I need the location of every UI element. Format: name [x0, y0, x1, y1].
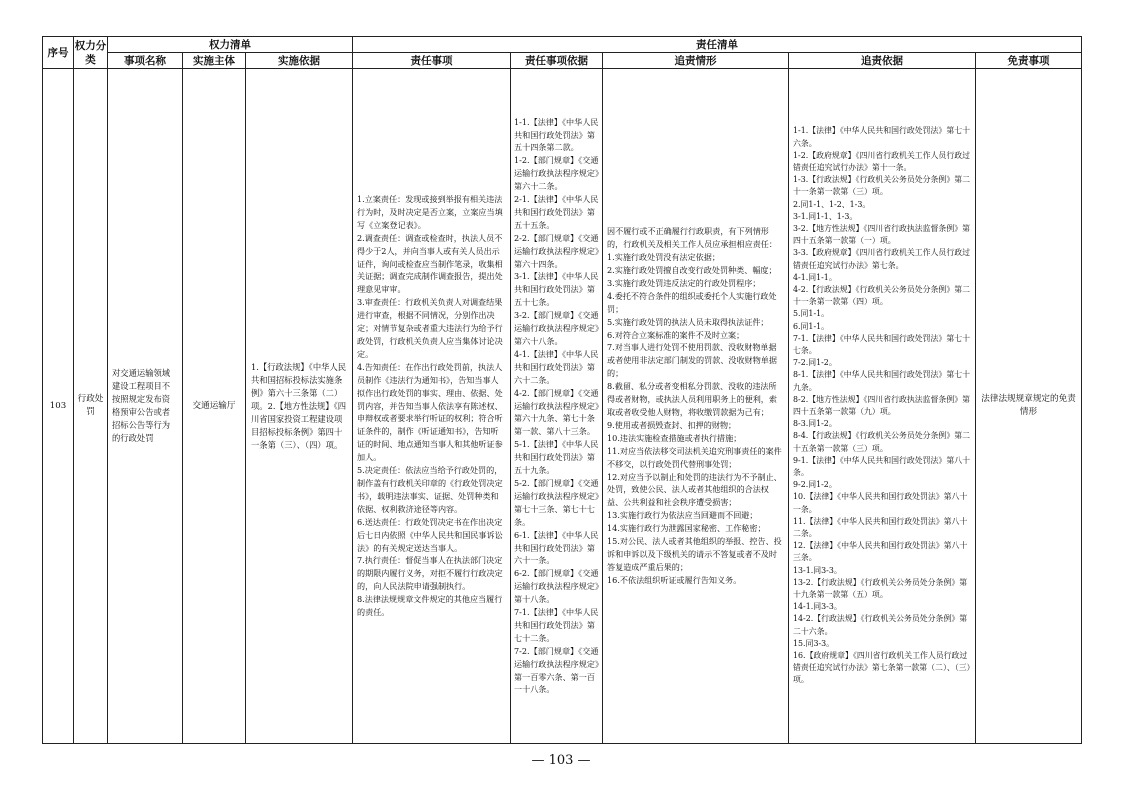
resp-basis-item: 2-1.【法律】《中华人民共和国行政处罚法》第五十五条。 — [514, 194, 599, 230]
resp-basis-item: 4-2.【部门规章】《交通运输行政执法程序规定》第六十九条、第七十条第一款、第八十三条。 — [514, 387, 599, 437]
acc-basis-item: 14-1.同3-3。 — [793, 602, 842, 612]
acc-basis-item: 3-2.【地方性法规】《四川省行政执法监督条例》第四十五条第一款第（一）项。 — [793, 223, 970, 246]
resp-item: 1.立案责任：发现或接到举报有相关违法行为时，及时决定是否立案，立案应当填写《立案登记表》。 — [357, 194, 503, 230]
row-category: 行政处罚 — [74, 69, 108, 744]
resp-item: 4.告知责任：在作出行政处罚前，执法人员制作《违法行为通知书》，告知当事人拟作出行政处罚的事实、理由、依据、处罚内容，并告知当事人依法享有陈述权、申辩权或者要求举行听证的权利；符合听证条件的，制作《听证通知书》，告知听证的时间、地点通知当事人和其他听证参加人。 — [357, 361, 503, 463]
header-basis: 实施依据 — [246, 53, 353, 69]
accountability-item: 2.实施行政处罚擅自改变行政处罚种类、幅度； — [607, 265, 777, 276]
resp-basis-item: 5-1.【法律】《中华人民共和国行政处罚法》第五十九条。 — [514, 439, 599, 476]
acc-basis-item: 14-2.【行政法规】《行政机关公务员处分条例》第二十六条。 — [793, 614, 968, 636]
resp-item: 6.送达责任：行政处罚决定书在作出决定后七日内依照《中华人民共和国民事诉讼法》的有关规定送达当事人。 — [357, 516, 503, 553]
acc-basis-item: 1-1.【法律】《中华人民共和国行政处罚法》第七十六条。 — [793, 126, 970, 148]
resp-basis-item: 4-1.【法律】《中华人民共和国行政处罚法》第六十二条。 — [514, 348, 599, 385]
acc-basis-item: 8-1.【法律】《中华人民共和国行政处罚法》第七十九条。 — [793, 370, 970, 392]
acc-basis-item: 7-2.同1-2。 — [793, 358, 837, 368]
header-item-name: 事项名称 — [108, 53, 183, 69]
acc-basis-item: 3-1.同1-1、1-3。 — [793, 211, 858, 221]
resp-item: 8.法律法规规章文件规定的其他应当履行的责任。 — [357, 594, 503, 618]
accountability-item: 9.使用或者损毁查封、扣押的财物； — [607, 419, 737, 430]
acc-basis-item: 16.【政府规章】《四川省行政机关工作人员行政过错责任追究试行办法》第七条第一款第（二）、（三）项。 — [793, 651, 971, 685]
row-exemption: 法律法规规章规定的免责情形 — [976, 69, 1082, 744]
resp-basis-item: 2-2.【部门规章】《交通运输行政执法程序规定》第六十四条。 — [514, 232, 599, 269]
acc-basis-item: 4-1.同1-1。 — [793, 272, 837, 282]
acc-basis-item: 13-1.同3-3。 — [793, 565, 842, 575]
acc-basis-item: 3-3.【政府规章】《四川省行政机关工作人员行政过错责任追究试行办法》第七条。 — [793, 248, 970, 270]
acc-basis-list — [793, 125, 971, 686]
row-seq: 103 — [43, 69, 74, 744]
page-number: — 103 — — [531, 753, 591, 768]
resp-item: 3.审查责任：行政机关负责人对调查结果进行审查，根据不同情况，分别作出决定；对情节复杂或者重大违法行为给予行政处罚，行政机关负责人应当集体讨论决定。 — [357, 297, 503, 359]
acc-basis-item: 8-2.【地方性法规】《四川省行政执法监督条例》第四十五条第一款第（九）项。 — [793, 394, 970, 416]
accountability-item: 7.对当事人进行处罚不使用罚款、没收财物单据或者使用非法定部门制发的罚款、没收财物单据的； — [607, 342, 777, 379]
resp-item: 5.决定责任：依法应当给予行政处罚的，制作盖有行政机关印章的《行政处罚决定书》，载明违法事实、证据、处罚种类和依据、权利救济途径等内容。 — [357, 465, 503, 514]
accountability-item: 4.委托不符合条件的组织或委托个人实施行政处罚； — [607, 290, 777, 314]
accountability-item: 3.实施行政处罚违反法定的行政处罚程序； — [607, 277, 761, 288]
accountability-item: 13.实施行政行为依法应当回避而不回避； — [607, 510, 758, 521]
resp-basis-item: 5-2.【部门规章】《交通运输行政执法程序规定》第七十三条、第七十七条。 — [514, 477, 599, 527]
row-subject: 交通运输厅 — [183, 69, 246, 744]
resp-item: 2.调查责任：调查或检查时，执法人员不得少于2人，并向当事人或有关人员出示证件，询问或检查应当制作笔录，收集相关证据；调查完成制作调查报告，提出处理意见审审。 — [357, 232, 503, 295]
acc-basis-item: 11.【法律】《中华人民共和国行政处罚法》第八十二条。 — [793, 516, 968, 539]
accountability-item: 1.实施行政处罚没有法定依据； — [607, 252, 720, 263]
resp-basis-item: 7-1.【法律】《中华人民共和国行政处罚法》第七十二条。 — [514, 607, 599, 643]
acc-basis-item: 7-1.【法律】《中华人民共和国行政处罚法》第七十七条。 — [793, 333, 970, 355]
acc-basis-item: 9-2.同1-2。 — [793, 480, 837, 490]
resp-basis-item: 6-1.【法律】《中华人民共和国行政处罚法》第六十一条。 — [514, 529, 599, 566]
accountability-item: 因不履行或不正确履行行政职责，有下列情形的，行政机关及相关工作人员应承担相应责任： — [607, 226, 777, 250]
header-seq: 序号 — [43, 37, 74, 69]
acc-basis-item: 2.同1-1、1-2、1-3。 — [793, 199, 871, 209]
acc-basis-item: 15.同3-3。 — [793, 638, 835, 648]
accountability-item: 12.对应当予以制止和处罚的违法行为不予制止、处罚，致使公民、法人或者其他组织的合法权益、公共利益和社会秩序遭受损害； — [607, 471, 782, 508]
header-accountability: 追责情形 — [603, 53, 789, 69]
acc-basis-item: 8-3.同1-2。 — [793, 419, 837, 429]
table-row — [43, 69, 1082, 744]
resp-basis-item: 3-1.【法律】《中华人民共和国行政处罚法》第五十七条。 — [514, 271, 599, 308]
accountability-item: 15.对公民、法人或者其他组织的举报、控告、投诉和申诉以及下级机关的请示不答复或者不及时答复造成严重后果的； — [607, 536, 782, 572]
acc-basis-item: 4-2.【行政法规】《行政机关公务员处分条例》第二十一条第一款第（四）项。 — [793, 284, 970, 307]
header-exemption: 免责事项 — [976, 53, 1082, 69]
resp-basis-item: 3-2.【部门规章】《交通运输行政执法程序规定》第六十八条。 — [514, 310, 599, 347]
row-item-name: 对交通运输领域建设工程项目不按照规定发布资格预审公告或者招标公告等行为的行政处罚 — [108, 69, 183, 744]
resp-basis-item: 6-2.【部门规章】《交通运输行政执法程序规定》第十八条。 — [514, 568, 599, 605]
resp-item: 7.执行责任：督促当事人在执法部门决定的期限内履行义务，对拒不履行行政决定的，向人民法院申请强制执行。 — [357, 555, 503, 592]
accountability-list — [607, 225, 784, 586]
header-subject: 实施主体 — [183, 53, 246, 69]
acc-basis-item: 13-2.【行政法规】《行政机关公务员处分条例》第十九条第一款第（五）项。 — [793, 577, 968, 600]
accountability-item: 14.实施行政行为泄露国家秘密、工作秘密； — [607, 523, 766, 534]
accountability-item: 5.实施行政处罚的执法人员未取得执法证件； — [607, 316, 769, 327]
header-power-list: 权力清单 — [108, 37, 353, 53]
resp-basis-item: 7-2.【部门规章】《交通运输行政执法程序规定》第一百零六条、第一百一十八条。 — [514, 645, 599, 695]
accountability-item: 8.截留、私分或者变相私分罚款、没收的违法所得或者财物，或执法人员利用职务上的便利，索取或者收受他人财物，将收缴罚款据为己有； — [607, 381, 777, 417]
acc-basis-item: 12.【法律】《中华人民共和国行政处罚法》第八十三条。 — [793, 541, 968, 563]
power-responsibility-table — [42, 36, 1082, 744]
acc-basis-item: 6.同1-1。 — [793, 321, 830, 331]
accountability-item: 16.不依法组织听证或履行告知义务。 — [607, 574, 742, 585]
acc-basis-item: 9-1.【法律】《中华人民共和国行政处罚法》第八十条。 — [793, 455, 970, 478]
row-basis: 1.【行政法规】《中华人民共和国招标投标法实施条例》第六十三条第（二）项。2.【地方性法规】《四川省国家投资工程建设项目招标投标条例》第四十一条第（三）、（四）项。 — [246, 69, 353, 744]
header-responsibility-list: 责任清单 — [353, 37, 1082, 53]
resp-basis-list — [514, 116, 599, 697]
acc-basis-item: 1-2.【政府规章】《四川省行政机关工作人员行政过错责任追究试行办法》第十一条。 — [793, 150, 970, 172]
resp-basis-item: 1-1.【法律】《中华人民共和国行政处罚法》第五十四条第二款。 — [514, 116, 599, 153]
acc-basis-item: 1-3.【行政法规】《行政机关公务员处分条例》第二十一条第一款第（三）项。 — [793, 175, 970, 197]
accountability-item: 10.违法实施检查措施或者执行措施； — [607, 432, 742, 443]
acc-basis-item: 5.同1-1。 — [793, 309, 830, 319]
header-resp-basis: 责任事项依据 — [511, 53, 603, 69]
resp-items-list — [357, 193, 506, 619]
header-power-category: 权力分类 — [74, 37, 108, 69]
acc-basis-item: 10.【法律】《中华人民共和国行政处罚法》第八十一条。 — [793, 492, 968, 514]
acc-basis-item: 8-4.【行政法规】《行政机关公务员处分条例》第二十五条第一款第（三）项。 — [793, 431, 970, 453]
header-resp-items: 责任事项 — [353, 53, 511, 69]
resp-basis-item: 1-2.【部门规章】《交通运输行政执法程序规定》第六十二条。 — [514, 155, 599, 192]
header-acc-basis: 追责依据 — [789, 53, 976, 69]
accountability-item: 6.对符合立案标准的案件不及时立案； — [607, 329, 745, 340]
accountability-item: 11.对应当依法移交司法机关追究刑事责任的案件不移交，以行政处罚代替刑事处罚； — [607, 445, 782, 469]
